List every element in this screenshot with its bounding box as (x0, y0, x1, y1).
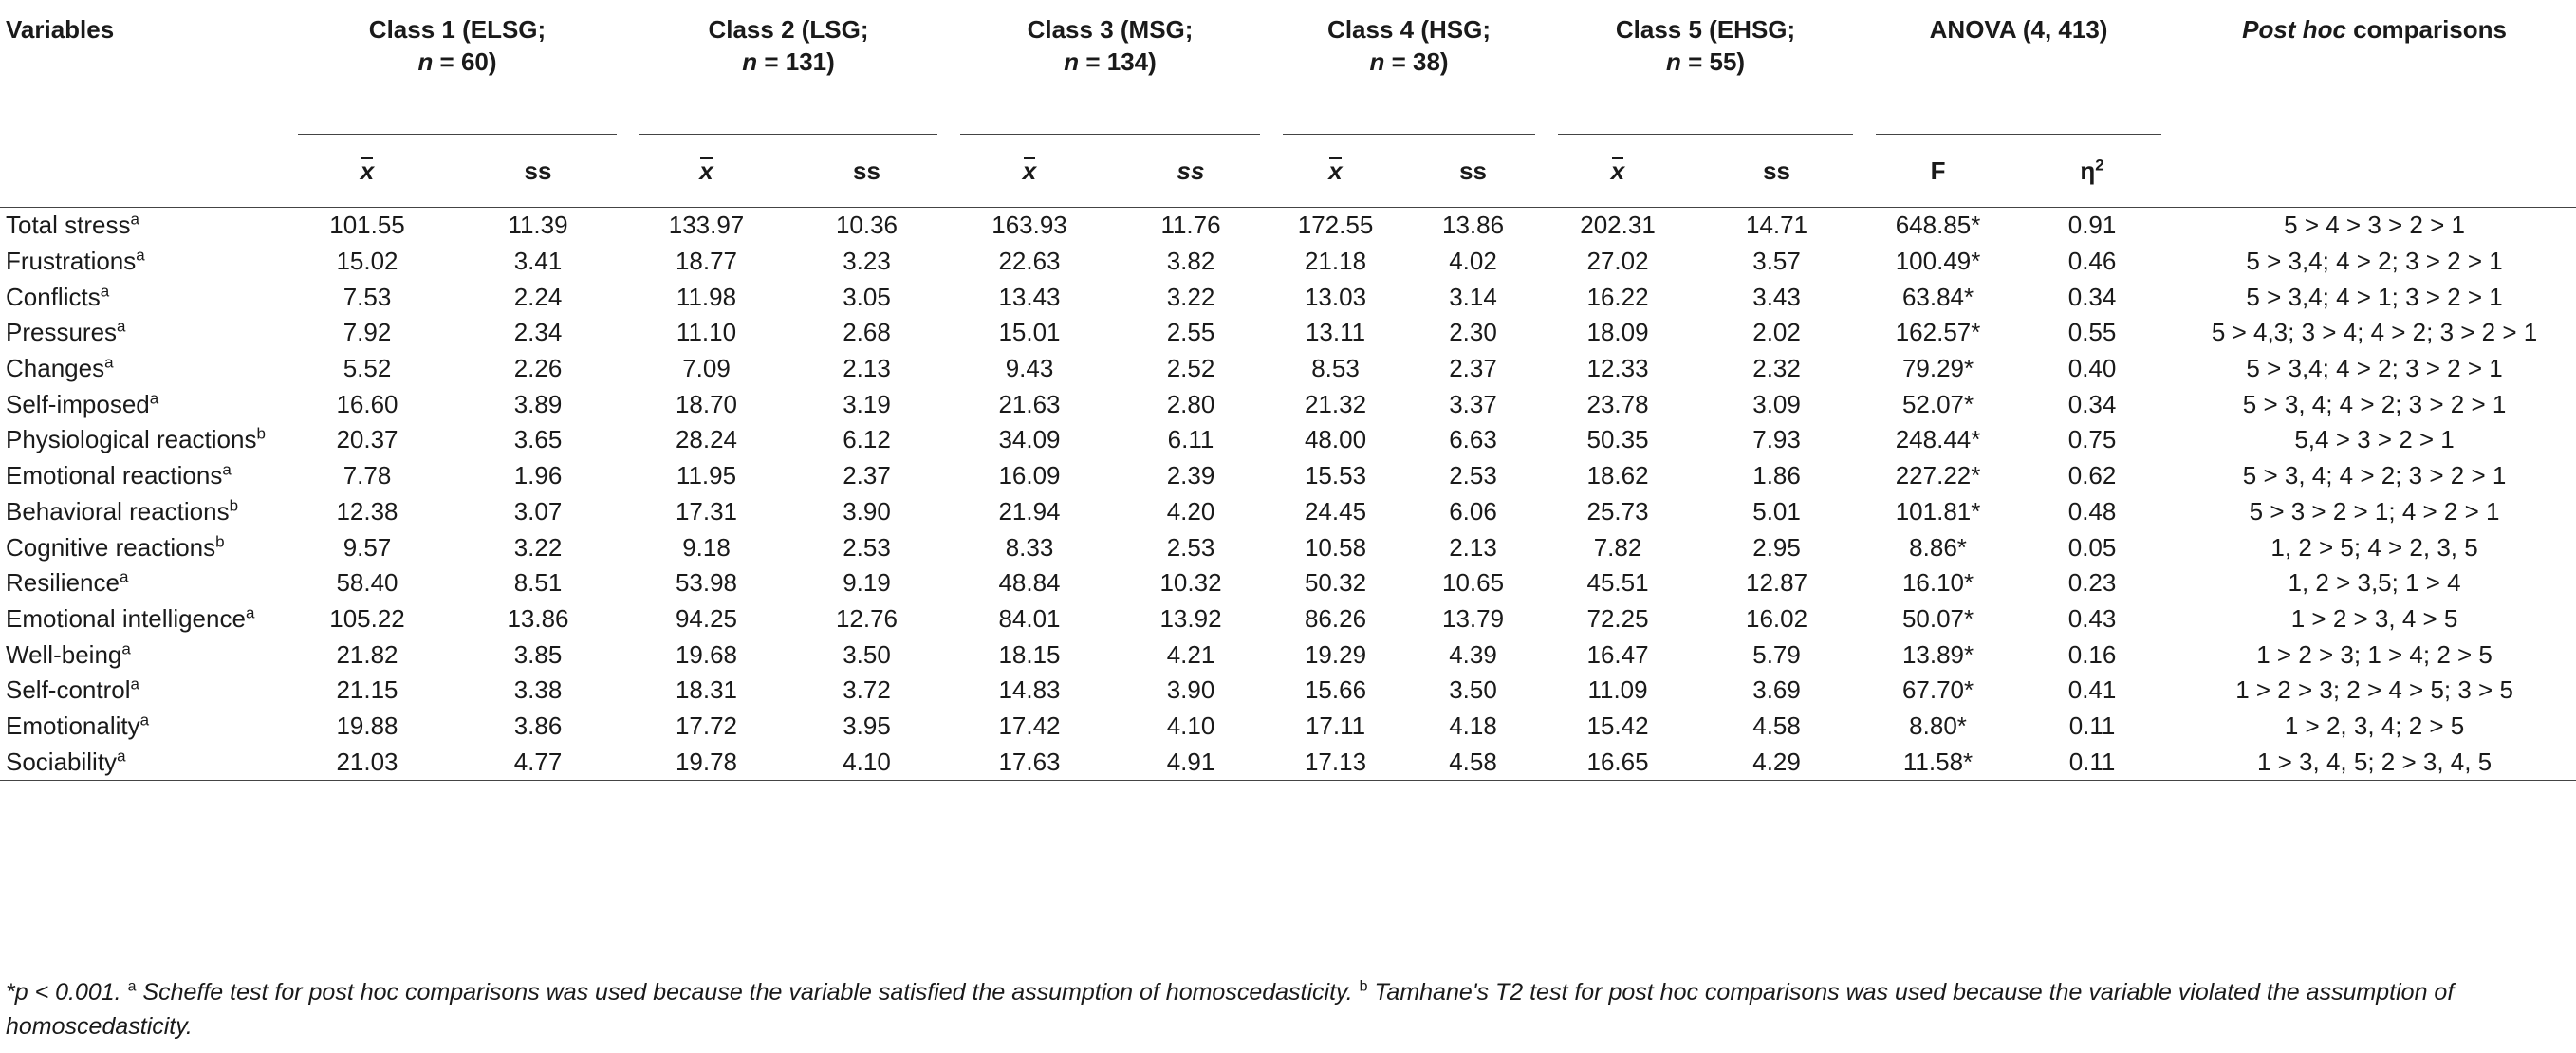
cell-c5m: 25.73 (1586, 496, 1649, 526)
cell-c4s: 3.14 (1449, 282, 1497, 311)
subheader-empty (2173, 135, 2576, 208)
cell-c4s: 6.06 (1449, 496, 1497, 526)
cell-c3s: 2.55 (1166, 318, 1215, 347)
cell-c3s: 10.32 (1159, 568, 1222, 598)
subheader-f: F (1864, 135, 2011, 208)
cell-post: 5,4 > 3 > 2 > 1 (2294, 425, 2455, 454)
cell-f: 648.85* (1895, 211, 1981, 240)
header-class-4: Class 4 (HSG; n = 38) (1271, 13, 1547, 135)
cell-c4s: 2.30 (1449, 318, 1497, 347)
cell-c5s: 5.01 (1752, 496, 1801, 526)
cell-c3m: 21.94 (998, 496, 1061, 526)
cell-post: 1, 2 > 5; 4 > 2, 3, 5 (2270, 532, 2478, 562)
subheader-sd: ss (448, 135, 628, 208)
cell-c1m: 16.60 (336, 389, 398, 418)
cell-post: 1 > 3, 4, 5; 2 > 3, 4, 5 (2173, 744, 2576, 780)
variable-footnote-marker: b (215, 531, 225, 550)
cell-eta: 0.75 (2067, 425, 2117, 454)
cell-f: 50.07* (1901, 603, 1974, 633)
header-class-5: Class 5 (EHSG; n = 55) (1547, 13, 1864, 135)
cell-c5m: 7.82 (1593, 532, 1642, 562)
cell-c4m: 13.03 (1304, 282, 1367, 311)
subheader-sd: ss (1110, 135, 1271, 208)
cell-post: 1 > 2 > 3; 2 > 4 > 5; 3 > 5 (2235, 675, 2513, 705)
variable-name-cell (0, 494, 287, 530)
variable-name-cell (0, 637, 287, 673)
variable-name: Sociability (6, 747, 118, 776)
cell-eta: 0.05 (2067, 532, 2117, 562)
cell-c4m: 10.58 (1304, 532, 1367, 562)
variable-name-cell (0, 422, 287, 458)
subheader-sd: ss (1689, 135, 1864, 208)
cell-c5m: 72.25 (1586, 603, 1649, 633)
cell-c4s: 3.37 (1449, 389, 1497, 418)
cell-c4s: 2.37 (1449, 354, 1497, 383)
cell-c3s: 3.22 (1166, 282, 1215, 311)
cell-c4s: 2.53 (1449, 461, 1497, 490)
header-posthoc: Post hoc comparisons (2242, 15, 2507, 44)
variable-footnote-marker: a (149, 389, 159, 408)
cell-c1m: 12.38 (336, 496, 398, 526)
cell-post: 5 > 3, 4; 4 > 2; 3 > 2 > 1 (2242, 389, 2507, 418)
cell-c4m: 13.11 (1305, 318, 1366, 347)
cell-c3m: 17.42 (998, 711, 1061, 740)
table-row (0, 744, 2576, 780)
cell-eta: 0.62 (2067, 461, 2117, 490)
cell-eta: 0.34 (2067, 282, 2117, 311)
cell-c5s: 2.02 (1752, 318, 1801, 347)
cell-c5m: 12.33 (1586, 354, 1649, 383)
cell-c4s: 4.18 (1449, 711, 1497, 740)
cell-c2m: 7.09 (682, 354, 731, 383)
cell-c5s: 4.29 (1689, 744, 1864, 780)
cell-c4s: 3.50 (1449, 675, 1497, 705)
cell-post: 1, 2 > 3,5; 1 > 4 (2288, 568, 2461, 598)
cell-c5m: 202.31 (1580, 211, 1656, 240)
cell-f: 16.10* (1901, 568, 1974, 598)
variable-name-cell (0, 351, 287, 387)
cell-c5m: 11.09 (1587, 675, 1648, 705)
cell-c5s: 2.95 (1752, 532, 1801, 562)
cell-c1s: 3.22 (513, 532, 563, 562)
cell-c4s: 13.86 (1441, 211, 1505, 240)
table-row (0, 208, 2576, 244)
cell-c1m: 21.15 (336, 675, 398, 705)
cell-eta: 0.11 (2068, 711, 2116, 740)
variable-name: Well-being (6, 639, 122, 669)
variable-name-cell (0, 244, 287, 280)
table-row (0, 601, 2576, 637)
table-row (0, 529, 2576, 565)
cell-eta: 0.23 (2067, 568, 2117, 598)
cell-c2s: 3.50 (843, 639, 891, 669)
cell-c2m: 17.31 (675, 496, 738, 526)
cell-c3s: 6.11 (1167, 425, 1214, 454)
cell-c1s: 4.77 (448, 744, 628, 780)
variable-footnote-marker: b (256, 424, 266, 443)
cell-c2s: 10.36 (835, 211, 899, 240)
cell-c5s: 1.86 (1752, 461, 1801, 490)
cell-c3s: 4.21 (1166, 639, 1215, 669)
variable-name-cell (0, 315, 287, 351)
cell-eta: 0.11 (2011, 744, 2173, 780)
cell-c4s: 10.65 (1441, 568, 1505, 598)
cell-post: 5 > 3, 4; 4 > 2; 3 > 2 > 1 (2242, 461, 2507, 490)
table-row (0, 673, 2576, 709)
variable-footnote-marker: a (117, 747, 126, 765)
cell-post: 5 > 4,3; 3 > 4; 4 > 2; 3 > 2 > 1 (2211, 318, 2538, 347)
cell-c2s: 2.37 (843, 461, 891, 490)
subheader-sd: ss (1399, 135, 1547, 208)
cell-c3m: 18.15 (998, 639, 1061, 669)
cell-c1s: 3.89 (513, 389, 563, 418)
cell-c2m: 11.98 (676, 282, 737, 311)
variable-footnote-marker: a (121, 638, 131, 657)
cell-c4m: 17.11 (1305, 711, 1366, 740)
cell-c2m: 19.68 (675, 639, 738, 669)
cell-f: 11.58* (1864, 744, 2011, 780)
cell-c3m: 21.63 (998, 389, 1061, 418)
variable-footnote-marker: a (119, 567, 129, 586)
cell-c3s: 2.52 (1166, 354, 1215, 383)
cell-c5m: 16.22 (1586, 282, 1649, 311)
table-row (0, 351, 2576, 387)
variable-name-cell (0, 565, 287, 601)
variable-name: Cognitive reactions (6, 532, 216, 562)
cell-c4m: 50.32 (1304, 568, 1367, 598)
cell-c5m: 50.35 (1586, 425, 1649, 454)
cell-f: 67.70* (1901, 675, 1974, 705)
cell-c1s: 2.24 (513, 282, 563, 311)
table-row (0, 494, 2576, 530)
cell-c1s: 13.86 (507, 603, 569, 633)
cell-eta: 0.91 (2067, 211, 2117, 240)
table-row (0, 458, 2576, 494)
table-row (0, 709, 2576, 745)
cell-c1m: 21.82 (336, 639, 398, 669)
variable-name: Resilience (6, 568, 120, 598)
cell-f: 100.49* (1895, 247, 1981, 276)
variable-name-cell (0, 709, 287, 745)
cell-c2s: 3.90 (843, 496, 891, 526)
cell-eta: 0.34 (2067, 389, 2117, 418)
cell-eta: 0.41 (2067, 675, 2117, 705)
cell-c5s: 16.02 (1746, 603, 1808, 633)
cell-c1s: 2.26 (513, 354, 563, 383)
variable-footnote-marker: a (222, 460, 232, 479)
cell-c4m: 17.13 (1271, 744, 1399, 780)
variable-name-cell (0, 279, 287, 315)
cell-c1s: 3.65 (513, 425, 563, 454)
cell-c5s: 5.79 (1752, 639, 1801, 669)
cell-c3m: 15.01 (998, 318, 1061, 347)
cell-c1m: 7.53 (343, 282, 392, 311)
table-row (0, 279, 2576, 315)
variable-footnote-marker: a (100, 282, 110, 301)
table-row (0, 422, 2576, 458)
cell-f: 101.81* (1895, 496, 1981, 526)
cell-c4s: 4.58 (1399, 744, 1547, 780)
table-row (0, 386, 2576, 422)
cell-c2s: 12.76 (835, 603, 899, 633)
cell-c4m: 86.26 (1304, 603, 1367, 633)
variable-name-cell (0, 458, 287, 494)
header-anova: ANOVA (4, 413) (1864, 13, 2173, 135)
variable-name: Changes (6, 354, 105, 383)
cell-c3m: 17.63 (949, 744, 1110, 780)
cell-post: 1 > 2 > 3; 1 > 4; 2 > 5 (2256, 639, 2493, 669)
table-row (0, 565, 2576, 601)
cell-c2s: 9.19 (843, 568, 891, 598)
cell-c5s: 3.09 (1752, 389, 1801, 418)
subheader-mean: x (1547, 135, 1689, 208)
cell-c2s: 3.23 (843, 247, 891, 276)
cell-c3s: 2.53 (1166, 532, 1215, 562)
cell-c5s: 3.43 (1752, 282, 1801, 311)
cell-c1m: 7.92 (343, 318, 392, 347)
cell-c2m: 53.98 (675, 568, 738, 598)
cell-f: 162.57* (1895, 318, 1981, 347)
subheader-sd: ss (785, 135, 949, 208)
cell-c2m: 19.78 (628, 744, 785, 780)
table-row (0, 637, 2576, 673)
variable-name: Self-control (6, 675, 131, 705)
cell-c1m: 20.37 (336, 425, 398, 454)
cell-c4m: 15.66 (1304, 675, 1367, 705)
table-footnote: *p < 0.001. $^a$ Scheffe test for post hoc comparisons was used because the variable satisfied the assumption of homoscedasticity. $^b$ Tamhane's T2 test for post hoc comparisons was used because the variable violated the assumption of homoscedasticity. (6, 978, 2455, 1040)
cell-c3s: 4.91 (1110, 744, 1271, 780)
cell-c5m: 16.65 (1547, 744, 1689, 780)
cell-c3s: 3.90 (1166, 675, 1215, 705)
cell-c4m: 15.53 (1304, 461, 1367, 490)
cell-c1s: 3.41 (513, 247, 563, 276)
variable-footnote-marker: a (139, 711, 150, 730)
cell-c1m: 19.88 (336, 711, 398, 740)
cell-c4s: 4.02 (1449, 247, 1497, 276)
cell-c2s: 3.95 (843, 711, 891, 740)
variable-name: Conflicts (6, 282, 101, 311)
cell-c1s: 11.39 (508, 211, 568, 240)
cell-c4m: 21.18 (1304, 247, 1367, 276)
cell-c3m: 9.43 (1005, 354, 1054, 383)
cell-c1m: 58.40 (336, 568, 398, 598)
subheader-mean: x (287, 135, 448, 208)
variable-name-cell (0, 673, 287, 709)
cell-f: 63.84* (1901, 282, 1974, 311)
cell-c3m: 48.84 (998, 568, 1061, 598)
variable-name: Emotional reactions (6, 461, 223, 490)
cell-c1s: 8.51 (513, 568, 563, 598)
variable-name: Frustrations (6, 247, 137, 276)
cell-c1s: 3.07 (513, 496, 563, 526)
cell-eta: 0.46 (2067, 247, 2117, 276)
variable-footnote-marker: a (130, 674, 139, 693)
subheader-mean: x (1271, 135, 1399, 208)
cell-c1s: 3.86 (513, 711, 563, 740)
variable-footnote-marker: a (245, 603, 255, 622)
cell-c5m: 18.62 (1586, 461, 1649, 490)
cell-f: 248.44* (1895, 425, 1981, 454)
cell-c3m: 84.01 (998, 603, 1061, 633)
cell-post: 5 > 3 > 2 > 1; 4 > 2 > 1 (2249, 496, 2500, 526)
cell-f: 13.89* (1901, 639, 1974, 669)
cell-c5s: 2.32 (1752, 354, 1801, 383)
variable-name-cell (0, 601, 287, 637)
variable-name: Total stress (6, 211, 131, 240)
variable-name: Emotionality (6, 711, 140, 740)
cell-c4m: 24.45 (1304, 496, 1367, 526)
cell-c2m: 17.72 (675, 711, 738, 740)
variable-footnote-marker: b (229, 496, 239, 515)
cell-c5s: 3.57 (1752, 247, 1801, 276)
subheader-mean: x (949, 135, 1110, 208)
cell-c2s: 2.68 (843, 318, 891, 347)
table-row (0, 315, 2576, 351)
subheader-mean: x (628, 135, 785, 208)
cell-post: 5 > 4 > 3 > 2 > 1 (2284, 211, 2465, 240)
cell-c2s: 3.05 (843, 282, 891, 311)
cell-f: 79.29* (1901, 354, 1974, 383)
variable-footnote-marker: a (136, 246, 145, 265)
cell-c5m: 16.47 (1586, 639, 1649, 669)
header-class-3: Class 3 (MSG; n = 134) (949, 13, 1271, 135)
cell-c1m: 5.52 (343, 354, 392, 383)
variable-name-cell (0, 529, 287, 565)
cell-c2m: 94.25 (675, 603, 738, 633)
cell-c3s: 3.82 (1166, 247, 1215, 276)
cell-c1m: 7.78 (343, 461, 392, 490)
cell-c1s: 3.38 (513, 675, 563, 705)
cell-c5m: 18.09 (1586, 318, 1649, 347)
cell-c3m: 13.43 (998, 282, 1061, 311)
variable-footnote-marker: a (117, 317, 126, 336)
cell-c1m: 21.03 (287, 744, 448, 780)
cell-c2s: 4.10 (785, 744, 949, 780)
cell-c5s: 7.93 (1752, 425, 1801, 454)
variable-name: Emotional intelligence (6, 603, 246, 633)
cell-eta: 0.40 (2067, 354, 2117, 383)
cell-c2m: 18.70 (675, 389, 738, 418)
cell-c4m: 21.32 (1304, 389, 1367, 418)
cell-c5s: 14.71 (1746, 211, 1808, 240)
cell-c1s: 3.85 (513, 639, 563, 669)
cell-c5m: 45.51 (1586, 568, 1649, 598)
cell-c4s: 2.13 (1449, 532, 1497, 562)
cell-c1m: 9.57 (343, 532, 392, 562)
cell-f: 8.80* (1909, 711, 1967, 740)
cell-c2s: 3.72 (843, 675, 891, 705)
cell-c3s: 4.10 (1166, 711, 1215, 740)
cell-c4m: 19.29 (1304, 639, 1367, 669)
cell-c2m: 133.97 (668, 211, 745, 240)
cell-post: 5 > 3,4; 4 > 1; 3 > 2 > 1 (2246, 282, 2503, 311)
cell-c2s: 2.53 (843, 532, 891, 562)
variable-footnote-marker: a (130, 210, 139, 229)
cell-c2s: 2.13 (843, 354, 891, 383)
cell-c4m: 8.53 (1311, 354, 1360, 383)
results-table (0, 13, 2576, 781)
subheader-empty (0, 135, 287, 208)
cell-eta: 0.43 (2067, 603, 2117, 633)
variable-name-cell (0, 744, 287, 780)
cell-c2s: 6.12 (843, 425, 891, 454)
cell-c4m: 172.55 (1297, 211, 1374, 240)
cell-c3s: 2.39 (1166, 461, 1215, 490)
cell-c3s: 2.80 (1166, 389, 1215, 418)
cell-c1m: 101.55 (329, 211, 405, 240)
cell-post: 5 > 3,4; 4 > 2; 3 > 2 > 1 (2246, 354, 2503, 383)
variable-name: Pressures (6, 318, 118, 347)
cell-c4m: 48.00 (1304, 425, 1367, 454)
cell-c2m: 28.24 (675, 425, 738, 454)
cell-c3s: 11.76 (1160, 211, 1221, 240)
cell-c5m: 23.78 (1586, 389, 1649, 418)
variable-name-cell (0, 386, 287, 422)
table-row (0, 244, 2576, 280)
variable-name: Physiological reactions (6, 425, 257, 454)
cell-c3m: 8.33 (1005, 532, 1054, 562)
cell-c2m: 18.31 (675, 675, 738, 705)
cell-post: 1 > 2, 3, 4; 2 > 5 (2284, 711, 2465, 740)
cell-c3m: 14.83 (998, 675, 1061, 705)
cell-c5s: 4.58 (1752, 711, 1801, 740)
cell-eta: 0.55 (2067, 318, 2117, 347)
cell-c4s: 13.79 (1441, 603, 1505, 633)
cell-c3m: 163.93 (991, 211, 1067, 240)
cell-c3s: 13.92 (1159, 603, 1222, 633)
cell-c1s: 2.34 (513, 318, 563, 347)
cell-c2s: 3.19 (843, 389, 891, 418)
cell-c5s: 12.87 (1746, 568, 1808, 598)
header-class-2: Class 2 (LSG; n = 131) (628, 13, 949, 135)
cell-post: 1 > 2 > 3, 4 > 5 (2290, 603, 2458, 633)
cell-c1m: 15.02 (336, 247, 398, 276)
variable-footnote-marker: a (104, 353, 114, 372)
variable-name: Behavioral reactions (6, 496, 230, 526)
cell-f: 227.22* (1895, 461, 1981, 490)
cell-c5s: 3.69 (1752, 675, 1801, 705)
cell-f: 52.07* (1901, 389, 1974, 418)
variable-name-cell (0, 208, 287, 244)
cell-c1m: 105.22 (329, 603, 405, 633)
cell-c3m: 16.09 (998, 461, 1061, 490)
cell-c1s: 1.96 (513, 461, 563, 490)
cell-c2m: 9.18 (682, 532, 731, 562)
cell-post: 5 > 3,4; 4 > 2; 3 > 2 > 1 (2246, 247, 2503, 276)
cell-c2m: 18.77 (675, 247, 738, 276)
cell-c3s: 4.20 (1166, 496, 1215, 526)
cell-eta: 0.48 (2067, 496, 2117, 526)
cell-eta: 0.16 (2067, 639, 2117, 669)
cell-c4s: 4.39 (1449, 639, 1497, 669)
cell-c5m: 27.02 (1586, 247, 1649, 276)
cell-c4s: 6.63 (1449, 425, 1497, 454)
header-class-1: Class 1 (ELSG; n = 60) (287, 13, 628, 135)
header-variables: Variables (6, 15, 115, 44)
subheader-eta: $\eta^2$ (2011, 135, 2173, 208)
cell-f: 8.86* (1909, 532, 1967, 562)
table-body (0, 208, 2576, 781)
variable-name: Self-imposed (6, 389, 150, 418)
cell-c2m: 11.10 (676, 318, 737, 347)
cell-c3m: 34.09 (998, 425, 1061, 454)
cell-c2m: 11.95 (676, 461, 737, 490)
cell-c5m: 15.42 (1586, 711, 1649, 740)
cell-c3m: 22.63 (998, 247, 1061, 276)
